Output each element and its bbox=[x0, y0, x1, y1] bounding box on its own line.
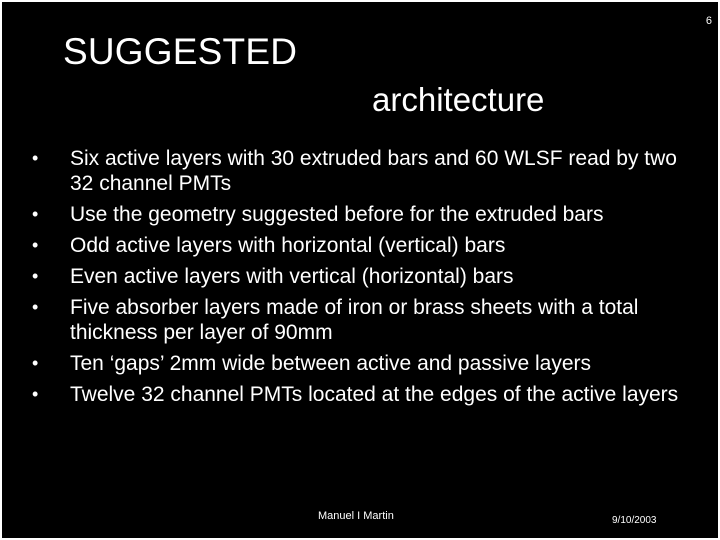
bullet-item bbox=[32, 295, 692, 345]
bullet-item bbox=[32, 202, 692, 227]
bullet-item bbox=[32, 264, 692, 289]
bullet-list bbox=[32, 146, 692, 413]
bullet-marker: • bbox=[32, 297, 39, 317]
bullet-text: Ten ‘gaps’ 2mm wide between active and passive layers bbox=[70, 352, 591, 375]
bullet-marker: • bbox=[32, 384, 39, 404]
footer-author: Manuel I Martin bbox=[318, 510, 394, 522]
bullet-item bbox=[32, 233, 692, 258]
slide-title-line1: SUGGESTED bbox=[63, 31, 298, 72]
bullet-item bbox=[32, 146, 692, 196]
bullet-marker: • bbox=[32, 353, 39, 373]
bullet-text: Five absorber layers made of iron or brass sheets with a total thickness per layer of 90mm bbox=[70, 296, 639, 344]
bullet-text: Use the geometry suggested before for the extruded bars bbox=[70, 203, 604, 226]
bullet-item bbox=[32, 351, 692, 376]
bullet-text: Six active layers with 30 extruded bars and 60 WLSF read by two 32 channel PMTs bbox=[70, 147, 677, 195]
bullet-marker: • bbox=[32, 266, 39, 286]
slide-number: 6 bbox=[705, 15, 712, 27]
footer-date: 9/10/2003 bbox=[612, 515, 657, 526]
bullet-marker: • bbox=[32, 204, 39, 224]
bullet-marker: • bbox=[32, 148, 39, 168]
bullet-text: Odd active layers with horizontal (vertical) bars bbox=[70, 234, 506, 257]
slide-title-line2: architecture bbox=[372, 81, 545, 118]
bullet-item bbox=[32, 382, 692, 407]
slide bbox=[2, 2, 718, 538]
bullet-text: Even active layers with vertical (horizontal) bars bbox=[70, 265, 514, 288]
bullet-text: Twelve 32 channel PMTs located at the edges of the active layers bbox=[70, 383, 679, 406]
bullet-marker: • bbox=[32, 235, 39, 255]
